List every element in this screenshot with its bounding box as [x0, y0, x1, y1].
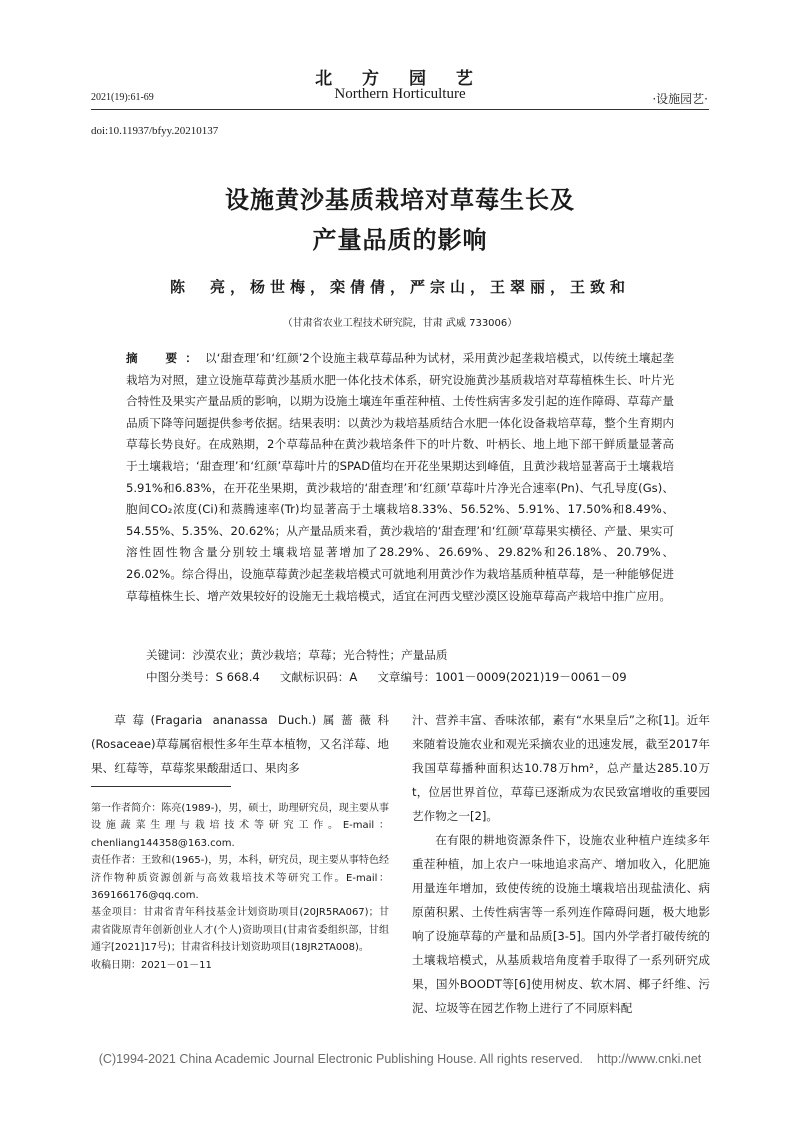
paper-title-line-1: 设施黄沙基质栽培对草莓生长及 [225, 186, 575, 214]
column-label: ·设施园艺· [652, 92, 708, 106]
page-footer [0, 1052, 800, 1066]
footnotes [91, 800, 389, 974]
issue-info: 2021(19):61-69 [91, 92, 154, 103]
footnote-funding: 基金项目：甘肃省青年科技基金计划资助项目(20JR5RA067)；甘肃省陇原青年创新创业人才(个人)资助项目(甘肃省委组织部，甘组通字[2021]17号)；甘肃省科技计划资助项目(18JR2TA008)。 [91, 907, 389, 954]
body-column-left [91, 708, 389, 780]
classification-line [146, 669, 647, 685]
header-rule [91, 109, 709, 110]
footnote-first-author: 第一作者简介：陈亮(1989-)，男，硕士，助理研究员，现主要从事设施蔬菜生理与栽培技术等研究工作。E-mail：chenliang144358@163.com. [91, 803, 389, 849]
clc-number: 中图分类号：S 668.4 [146, 670, 260, 684]
body-paragraph: 汁、营养丰富、香味浓郁，素有“水果皇后”之称[1]。近年来随着设施农业和观光采摘农业的迅速发展，截至2017年我国草莓播种面积达10.78万hm²，总产量达285.10万t，位居世界首位，草莓已逐渐成为农民致富增收的重要园艺作物之一[2]。 [412, 713, 710, 823]
document-code: 文献标识码：A [279, 670, 358, 684]
affiliation: （甘肃省农业工程技术研究院，甘肃 武威 733006） [282, 318, 518, 329]
authors: 陈 亮，杨世梅，栾倩倩，严宗山，王翠丽，王致和 [169, 278, 630, 296]
abstract-label: 摘 要： [126, 351, 205, 365]
journal-name-en: Northern Horticulture [334, 86, 466, 102]
footnote-rule [91, 786, 231, 787]
body-paragraph: 草莓(Fragaria ananassa Duch.)属蔷薇科(Rosaceae)草莓属宿根性多年生草本植物，又名洋莓、地果、红莓等，草莓浆果酸甜适口、果肉多 [91, 713, 389, 775]
footnote-received: 收稿日期：2021－01－11 [91, 959, 212, 971]
body-paragraph: 在有限的耕地资源条件下，设施农业种植户连续多年重茬种植，加上农户一味地追求高产、增加收入，化肥施用量连年增加，致使传统的设施土壤栽培出现盐渍化、病原菌积累、土传性病害等一系列连作障碍问题，极大地影响了设施草莓的产量和品质[3-5]。国内外学者打破传统的土壤栽培模式，从基质栽培角度着手取得了一系列研究成果，国外BOODT等[6]使用树皮、软木屑、椰子纤维、污泥、垃圾等在园艺作物上进行了不同原料配 [412, 833, 710, 1015]
cnki-link[interactable]: http://www.cnki.net [597, 1052, 702, 1066]
copyright-notice: (C)1994-2021 China Academic Journal Electronic Publishing House. All rights reserved. [98, 1052, 584, 1066]
body-column-right [412, 708, 710, 1020]
keywords: 关键词：沙漠农业；黄沙栽培；草莓；光合特性；产量品质 [146, 648, 448, 662]
article-number: 文章编号：1001－0009(2021)19－0061－09 [377, 670, 627, 684]
journal-name-cn: 北 方 园 艺 [315, 69, 485, 89]
doi[interactable]: doi:10.11937/bfyy.20210137 [91, 125, 219, 137]
abstract [126, 348, 674, 607]
abstract-text: 以‘甜查理’和‘红颜’2个设施主栽草莓品种为试材，采用黄沙起垄栽培模式，以传统土壤起垄栽培为对照，建立设施草莓黄沙基质水肥一体化技术体系，研究设施黄沙基质栽培对草莓植株生长、叶片光合特性及果实产量品质的影响，以期为设施土壤连年重茬种植、土传性病害多发引起的连作障碍、草莓产量品质下降等问题提供参考依据。结果表明：以黄沙为栽培基质结合水肥一体化设备栽培草莓，整个生育期内草莓长势良好。在成熟期，2个草莓品种在黄沙栽培条件下的叶片数、叶柄长、地上地下部干鲜质量显著高于土壤栽培；‘甜查理’和‘红颜’草莓叶片的SPAD值均在开花坐果期达到峰值，且黄沙栽培显著高于土壤栽培5.91%和6.83%，在开花坐果期，黄沙栽培的‘甜查理’和‘红颜’草莓叶片净光合速率(Pn)、气孔导度(Gs)、胞间CO₂浓度(Ci)和蒸腾速率(Tr)均显著高于土壤栽培8.33%、56.52%、5.91%、17.50%和8.49%、54.55%、5.35%、20.62%；从产量品质来看，黄沙栽培的‘甜查理’和‘红颜’草莓果实横径、产量、果实可溶性固性物含量分别较土壤栽培显著增加了28.29%、26.69%、29.82%和26.18%、20.79%、26.02%。综合得出，设施草莓黄沙起垄栽培模式可就地利用黄沙作为栽培基质种植草莓，是一种能够促进草莓植株生长、增产效果较好的设施无土栽培模式，适宜在河西戈壁沙漠区设施草莓高产栽培中推广应用。 [126, 351, 674, 603]
footnote-corresponding-author: 责任作者：王致和(1965-)，男，本科，研究员，现主要从事特色经济作物种质资源创新与高效栽培技术等研究工作。E-mail：369166176@qq.com. [91, 855, 389, 902]
paper-title-line-2: 产量品质的影响 [312, 226, 488, 254]
